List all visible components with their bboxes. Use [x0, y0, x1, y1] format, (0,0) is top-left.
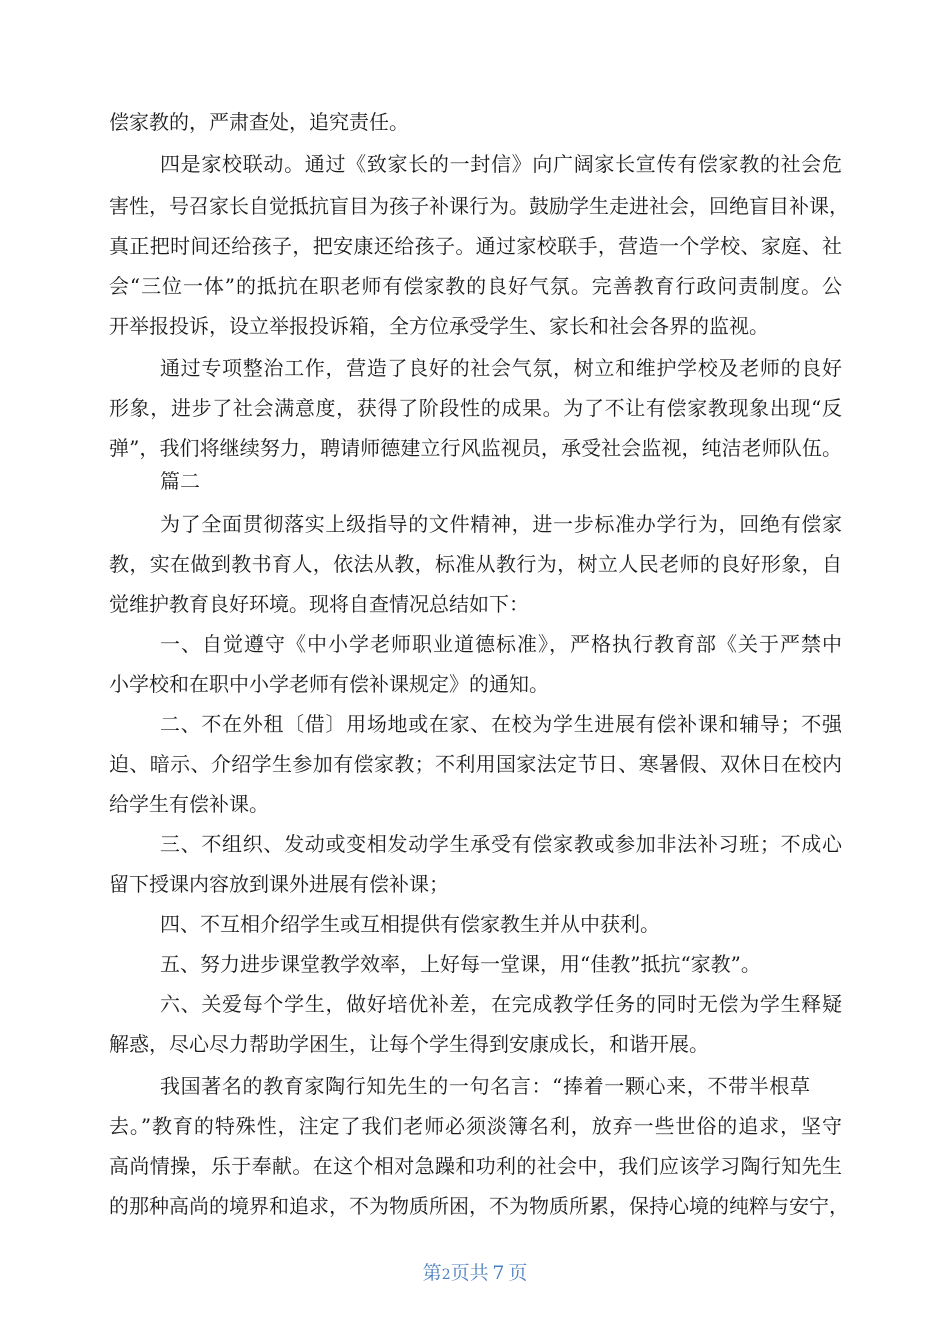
text-line: 形象，进步了社会满意度，获得了阶段性的成果。为了不让有偿家教现象出现“反	[109, 396, 842, 420]
text-line: 给学生有偿补课。	[109, 792, 269, 816]
text-line: 偿家教的，严肃查处，追究责任。	[109, 110, 409, 134]
text-line: 弹”，我们将继续努力，聘请师德建立行风监视员，承受社会监视，纯洁老师队伍。	[109, 436, 842, 460]
text-line: 二、不在外租〔借〕用场地或在家、在校为学生进展有偿补课和辅导；不强	[160, 712, 842, 736]
text-line: 小学校和在职中小学老师有偿补课规定》的通知。	[109, 672, 549, 696]
text-line: 解惑，尽心尽力帮助学困生，让每个学生得到安康成长，和谐开展。	[109, 1032, 709, 1056]
text-line: 四是家校联动。通过《致家长的一封信》向广阔家长宣传有偿家教的社会危	[160, 152, 842, 176]
text-line: 迫、暗示、介绍学生参加有偿家教；不利用国家法定节日、寒暑假、双休日在校内	[109, 752, 842, 776]
footer-middle: 页共	[450, 1262, 489, 1284]
text-line: 害性，号召家长自觉抵抗盲目为孩子补课行为。鼓励学生走进社会，回绝盲目补课，	[109, 194, 849, 218]
text-line: 留下授课内容放到课外进展有偿补课；	[109, 872, 449, 896]
page-footer	[0, 1258, 950, 1285]
footer-suffix: 页	[508, 1262, 528, 1284]
text-line: 高尚情操，乐于奉献。在这个相对急躁和功利的社会中，我们应该学习陶行知先生	[109, 1154, 842, 1178]
section-heading: 篇二	[160, 469, 200, 493]
text-line: 四、不互相介绍学生或互相提供有偿家教生并从中获利。	[160, 912, 660, 936]
text-line: 觉维护教育良好环境。现将自查情况总结如下：	[109, 592, 529, 616]
text-line: 一、自觉遵守《中小学老师职业道德标准》，严格执行教育部《关于严禁中	[160, 632, 842, 656]
text-line: 开举报投诉，设立举报投诉箱，全方位承受学生、家长和社会各界的监视。	[109, 314, 769, 338]
text-line: 去。”教育的特殊性，注定了我们老师必须淡簿名利，放弃一些世俗的追求，坚守	[109, 1114, 842, 1138]
text-line: 五、努力进步课堂教学效率，上好每一堂课，用“佳教”抵抗“家教”。	[160, 952, 761, 976]
text-line: 真正把时间还给孩子，把安康还给孩子。通过家校联手，营造一个学校、家庭、社	[109, 234, 842, 258]
footer-prefix: 第	[422, 1262, 442, 1284]
text-line: 会“三位一体”的抵抗在职老师有偿家教的良好气氛。完善教育行政问责制度。公	[109, 274, 842, 298]
text-line: 三、不组织、发动或变相发动学生承受有偿家教或参加非法补习班；不成心	[160, 832, 842, 856]
text-line: 我国著名的教育家陶行知先生的一句名言：“捧着一颗心来，不带半根草	[160, 1074, 810, 1098]
footer-total-pages: 7	[492, 1262, 505, 1284]
text-line: 教，实在做到教书育人，依法从教，标准从教行为，树立人民老师的良好形象，自	[109, 552, 842, 576]
text-line: 通过专项整治工作，营造了良好的社会气氛，树立和维护学校及老师的良好	[160, 356, 842, 380]
text-line: 为了全面贯彻落实上级指导的文件精神，进一步标准办学行为，回绝有偿家	[160, 512, 842, 536]
text-line: 的那种高尚的境界和追求，不为物质所困，不为物质所累，保持心境的纯粹与安宁，	[109, 1194, 849, 1218]
footer-page-number: 2	[441, 1267, 451, 1283]
text-line: 六、关爱每个学生，做好培优补差，在完成教学任务的同时无偿为学生释疑	[160, 992, 842, 1016]
